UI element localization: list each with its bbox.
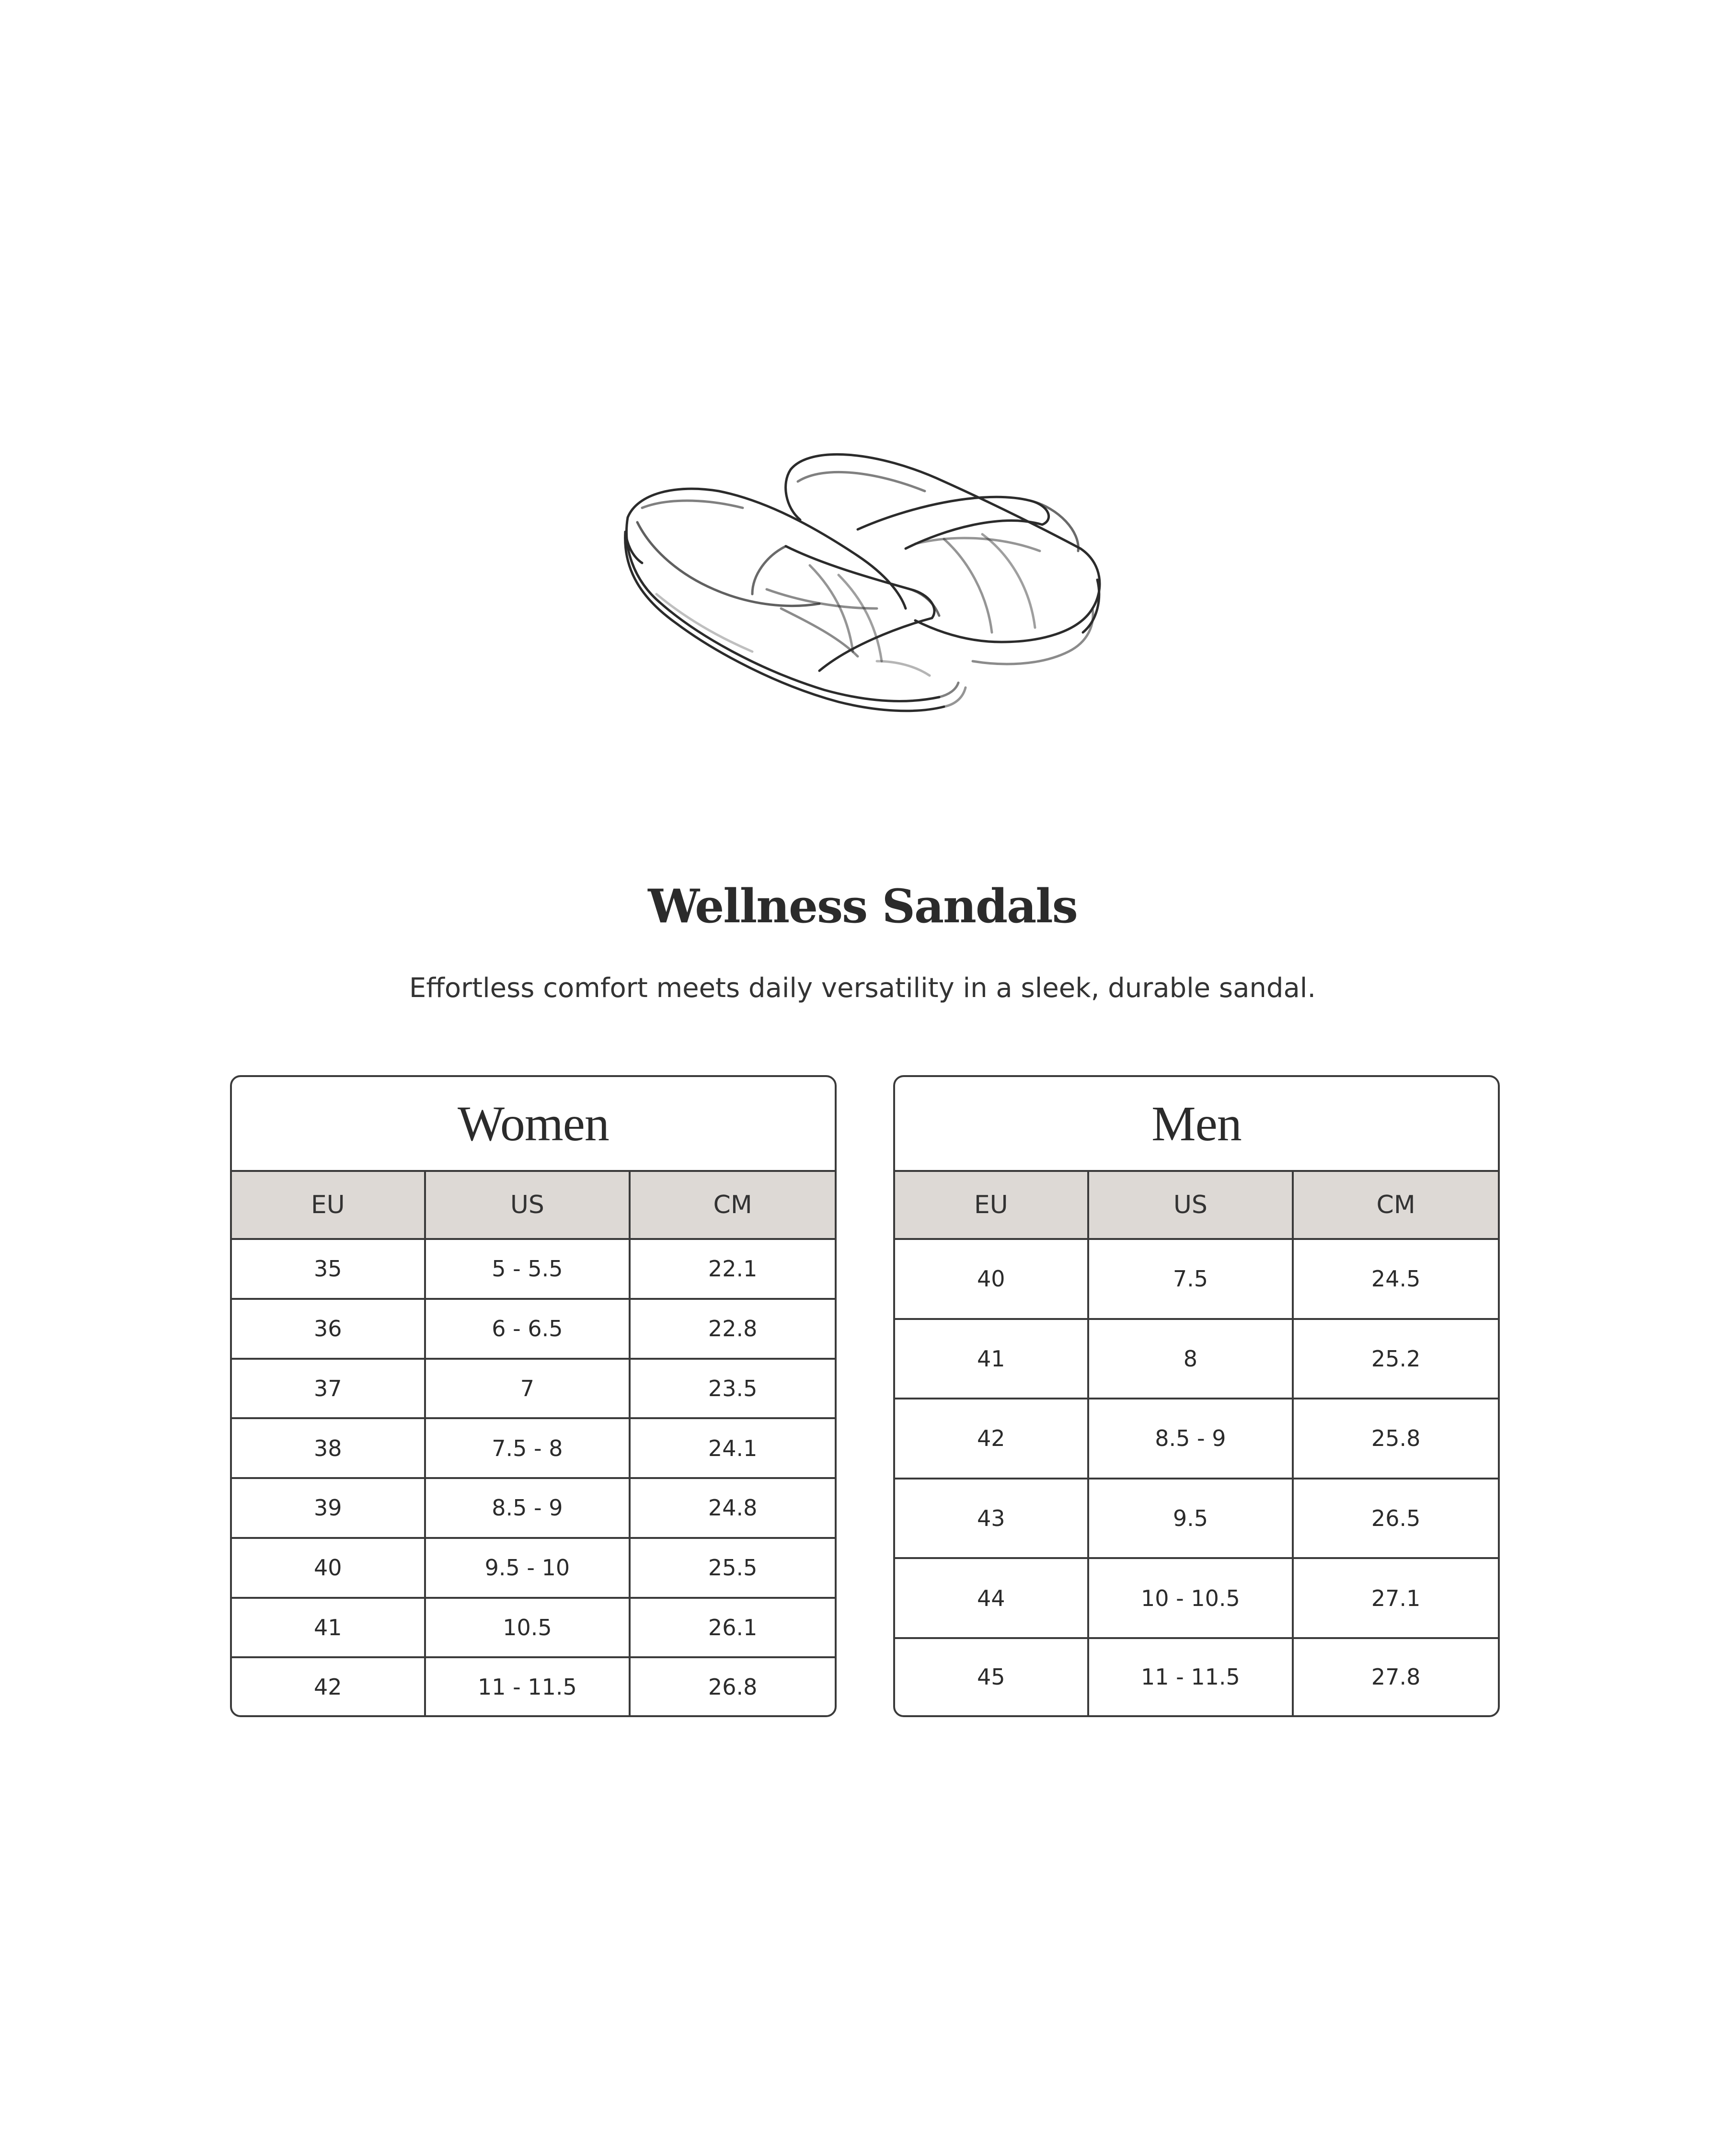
table-header-row <box>232 1172 835 1239</box>
cell-cm: 25.8 <box>1293 1399 1498 1479</box>
sandals-line-drawing-icon <box>609 436 1126 781</box>
men-size-table-card <box>893 1075 1500 1717</box>
cell-eu: 41 <box>895 1319 1088 1399</box>
table-row <box>232 1598 835 1658</box>
women-size-table-card <box>230 1075 837 1717</box>
cell-us: 10.5 <box>425 1598 630 1658</box>
cell-cm: 27.8 <box>1371 1664 1421 1690</box>
cell-us: 11 - 11.5 <box>425 1657 630 1715</box>
table-header-row <box>895 1172 1498 1239</box>
table-row <box>895 1638 1498 1715</box>
cell-us: 11 - 11.5 <box>1088 1638 1293 1715</box>
column-header-eu: EU <box>232 1172 425 1239</box>
table-row <box>232 1299 835 1359</box>
cell-us: 6 - 6.5 <box>425 1299 630 1359</box>
cell-eu: 42 <box>232 1657 425 1715</box>
cell-cm: 23.5 <box>630 1359 835 1419</box>
cell-eu: 40 <box>895 1239 1088 1319</box>
column-header-cm: CM <box>1293 1172 1498 1239</box>
men-table-heading: Men <box>895 1077 1498 1172</box>
table-row <box>895 1479 1498 1559</box>
cell-eu: 35 <box>232 1239 425 1299</box>
table-row <box>895 1319 1498 1399</box>
men-size-table <box>895 1172 1498 1715</box>
cell-eu: 45 <box>895 1638 1088 1715</box>
table-row <box>232 1657 835 1715</box>
cell-eu: 43 <box>895 1479 1088 1559</box>
table-row <box>232 1478 835 1538</box>
column-header-eu: EU <box>895 1172 1088 1239</box>
women-size-table <box>232 1172 835 1715</box>
sandals-illustration <box>609 436 1126 781</box>
cell-cm: 25.2 <box>1293 1319 1498 1399</box>
cell-cm: 24.1 <box>630 1418 835 1478</box>
cell-eu: 42 <box>895 1399 1088 1479</box>
table-row <box>895 1239 1498 1319</box>
cell-cm: 27.1 <box>1293 1558 1498 1638</box>
cell-cm: 22.1 <box>630 1239 835 1299</box>
cell-eu: 38 <box>232 1418 425 1478</box>
cell-eu: 40 <box>232 1538 425 1598</box>
table-row <box>895 1558 1498 1638</box>
table-row <box>232 1418 835 1478</box>
women-table-heading: Women <box>232 1077 835 1172</box>
cell-eu: 39 <box>232 1478 425 1538</box>
cell-us: 5 - 5.5 <box>425 1239 630 1299</box>
cell-us: 10 - 10.5 <box>1088 1558 1293 1638</box>
cell-cm: 24.8 <box>630 1478 835 1538</box>
cell-cm: 25.5 <box>630 1538 835 1598</box>
cell-us: 8 <box>1088 1319 1293 1399</box>
column-header-us: US <box>425 1172 630 1239</box>
table-row <box>895 1399 1498 1479</box>
cell-us: 7.5 - 8 <box>425 1418 630 1478</box>
column-header-cm: CM <box>630 1172 835 1239</box>
cell-eu: 36 <box>232 1299 425 1359</box>
product-title: Wellness Sandals <box>648 879 1077 933</box>
cell-us: 9.5 - 10 <box>425 1538 630 1598</box>
cell-cm: 24.5 <box>1293 1239 1498 1319</box>
cell-cm: 26.5 <box>1293 1479 1498 1559</box>
cell-eu: 37 <box>232 1359 425 1419</box>
cell-us: 7 <box>425 1359 630 1419</box>
cell-us: 9.5 <box>1088 1479 1293 1559</box>
table-row <box>232 1359 835 1419</box>
cell-us: 8.5 - 9 <box>1088 1399 1293 1479</box>
cell-cm: 26.8 <box>708 1674 758 1700</box>
cell-cm: 22.8 <box>630 1299 835 1359</box>
cell-eu: 41 <box>232 1598 425 1658</box>
table-row <box>232 1239 835 1299</box>
product-description: Effortless comfort meets daily versatility in a sleek, durable sandal. <box>409 973 1316 1004</box>
column-header-us: US <box>1088 1172 1293 1239</box>
cell-us: 8.5 - 9 <box>425 1478 630 1538</box>
table-row <box>232 1538 835 1598</box>
cell-cm: 26.1 <box>630 1598 835 1658</box>
cell-eu: 44 <box>895 1558 1088 1638</box>
cell-us: 7.5 <box>1088 1239 1293 1319</box>
